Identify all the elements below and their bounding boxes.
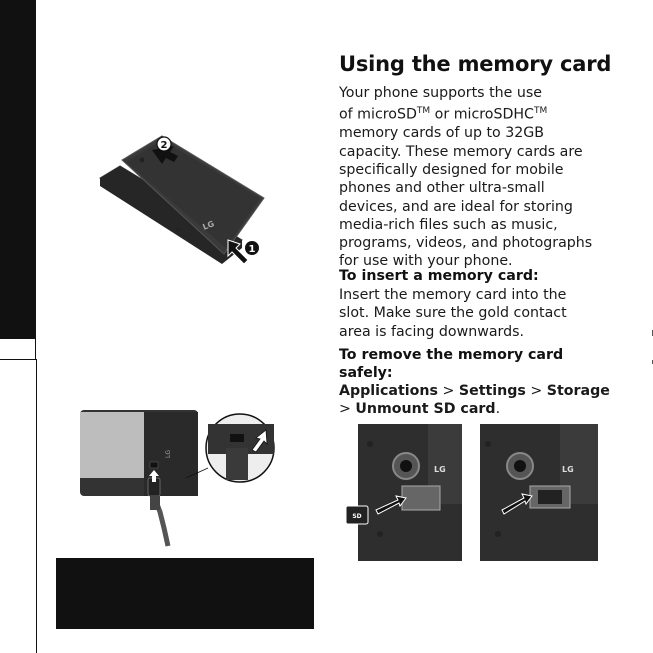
- intro-paragraph: [339, 84, 651, 271]
- inset-plug: [226, 448, 248, 480]
- trademark: TM: [416, 106, 431, 117]
- text-line: specifically designed for mobile: [339, 161, 564, 178]
- text-line: programs, videos, and photographs: [339, 235, 593, 252]
- screw: [485, 441, 491, 447]
- sd-inserted-photo: [478, 424, 598, 561]
- back-cover-photo: [92, 130, 272, 275]
- inset-port: [230, 434, 244, 442]
- text-line: phones and other ultra-small: [339, 180, 545, 197]
- step-2-label: 2: [160, 140, 168, 151]
- settings-path: [339, 382, 651, 419]
- card-slot: [402, 486, 440, 510]
- text-line: of microSD™ or microSDHC™: [339, 106, 548, 124]
- logo-text: LG: [165, 450, 172, 458]
- text-line: area is facing downwards.: [339, 323, 524, 340]
- trademark: TM: [533, 106, 548, 117]
- section-heading: Using the memory card: [339, 52, 612, 76]
- text-line: Applications > Settings > Storage: [339, 383, 610, 399]
- text-line: capacity. These memory cards are: [339, 143, 583, 160]
- sd-insert-photo: [340, 424, 464, 561]
- text-line: for use with your phone.: [339, 253, 513, 270]
- text-line: safely:: [339, 365, 393, 382]
- path-unmount: Unmount SD card: [355, 401, 496, 418]
- text-line: devices, and are ideal for storing: [339, 198, 573, 215]
- text-line: memory cards of up to 32GB: [339, 125, 544, 142]
- insert-paragraph: [339, 286, 651, 341]
- path-settings: Settings: [458, 383, 526, 399]
- logo-text: LG: [201, 219, 216, 232]
- inserted-card: [538, 490, 562, 504]
- page-rule: [36, 359, 37, 653]
- camera-core: [400, 460, 412, 472]
- text-line: To remove the memory card: [339, 347, 564, 363]
- arrow-1: [228, 240, 248, 264]
- cable-sleeve: [150, 496, 160, 510]
- section-tab: [0, 0, 36, 338]
- text-line: Your phone supports the use: [339, 85, 542, 101]
- phone-screen: [80, 412, 144, 478]
- text-line: > Unmount SD card.: [339, 401, 501, 418]
- usb-connection-photo: [80, 408, 275, 548]
- text-line: slot. Make sure the gold contact: [339, 305, 567, 322]
- caption-box: [56, 558, 314, 629]
- path-storage: Storage: [546, 383, 610, 399]
- screw: [367, 441, 373, 447]
- camera-core: [514, 460, 526, 472]
- insert-subheading: To insert a memory card:: [339, 268, 539, 284]
- logo-text: LG: [562, 465, 574, 474]
- section-tab-end: [0, 338, 36, 360]
- card-label: SD: [352, 513, 362, 520]
- screw: [377, 531, 383, 537]
- text-line: Insert the memory card into the: [339, 287, 567, 303]
- remove-subheading: [339, 346, 651, 383]
- logo-text: LG: [434, 465, 446, 474]
- text-line: media-rich files such as music,: [339, 216, 558, 233]
- path-applications: Applications: [339, 383, 438, 399]
- step-1-label: 1: [248, 244, 256, 255]
- usb-port: [150, 462, 158, 468]
- screw: [140, 158, 145, 163]
- screw: [495, 531, 501, 537]
- screw: [176, 228, 180, 232]
